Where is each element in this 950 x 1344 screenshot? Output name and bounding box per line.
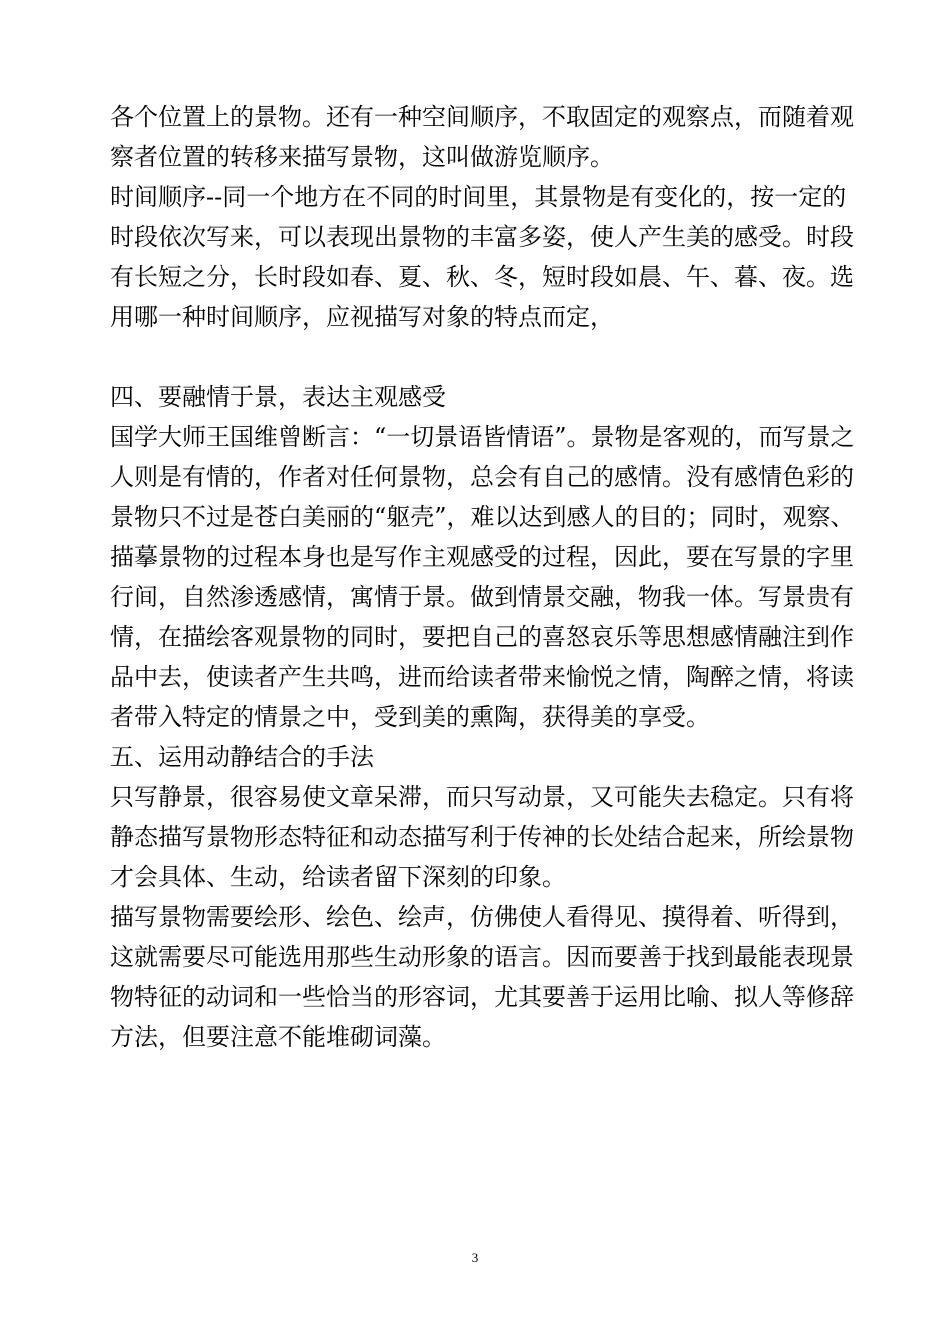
text-line: 品中去，使读者产生共鸣，进而给读者带来愉悦之情，陶醉之情，将读 bbox=[110, 663, 854, 691]
section-heading bbox=[110, 737, 842, 777]
text-line: 时间顺序--同一个地方在不同的时间里，其景物是有变化的，按一定的 bbox=[110, 183, 847, 211]
paragraph bbox=[110, 177, 854, 337]
text-line: 察者位置的转移来描写景物，这叫做游览顺序。 bbox=[110, 143, 614, 171]
paragraph bbox=[110, 897, 854, 1057]
document-page bbox=[110, 97, 855, 1057]
text-line: 这就需要尽可能选用那些生动形象的语言。因而要善于找到最能表现景 bbox=[110, 943, 854, 971]
paragraph bbox=[110, 777, 854, 897]
page-number: 3 bbox=[471, 1250, 479, 1265]
text-line: 静态描写景物形态特征和动态描写利于传神的长处结合起来，所绘景物 bbox=[110, 823, 854, 851]
text-line: 用哪一种时间顺序，应视描写对象的特点而定， bbox=[110, 303, 614, 331]
text-line: 者带入特定的情景之中，受到美的熏陶，获得美的享受。 bbox=[110, 703, 710, 731]
paragraph bbox=[110, 417, 855, 737]
text-line: 描摹景物的过程本身也是写作主观感受的过程，因此，要在写景的字里 bbox=[110, 543, 854, 571]
text-line: 行间，自然渗透感情，寓情于景。做到情景交融，物我一体。写景贵有 bbox=[110, 583, 854, 611]
text-line: 描写景物需要绘形、绘色、绘声，仿佛使人看得见、摸得着、听得到， bbox=[110, 903, 854, 931]
text-line: 五、运用动静结合的手法 bbox=[110, 743, 374, 771]
blank-line bbox=[110, 337, 842, 377]
section-heading bbox=[110, 377, 842, 417]
text-line: 国学大师王国维曾断言：“一切景语皆情语”。景物是客观的，而写景之 bbox=[110, 423, 855, 451]
text-line: 四、要融情于景，表达主观感受 bbox=[110, 383, 446, 411]
text-line: 景物只不过是苍白美丽的“躯壳”，难以达到感人的目的；同时，观察、 bbox=[110, 503, 855, 531]
text-line: 只写静景，很容易使文章呆滞，而只写动景，又可能失去稳定。只有将 bbox=[110, 783, 854, 811]
text-line: 有长短之分，长时段如春、夏、秋、冬，短时段如晨、午、暮、夜。选 bbox=[110, 263, 854, 291]
text-line: 方法，但要注意不能堆砌词藻。 bbox=[110, 1023, 446, 1051]
text-line: 人则是有情的，作者对任何景物，总会有自己的感情。没有感情色彩的 bbox=[110, 463, 854, 491]
text-line: 才会具体、生动，给读者留下深刻的印象。 bbox=[110, 863, 566, 891]
text-line: 各个位置上的景物。还有一种空间顺序，不取固定的观察点，而随着观 bbox=[110, 103, 854, 131]
text-line: 时段依次写来，可以表现出景物的丰富多姿，使人产生美的感受。时段 bbox=[110, 223, 854, 251]
paragraph bbox=[110, 97, 854, 177]
text-line: 物特征的动词和一些恰当的形容词，尤其要善于运用比喻、拟人等修辞 bbox=[110, 983, 854, 1011]
text-line: 情，在描绘客观景物的同时，要把自己的喜怒哀乐等思想感情融注到作 bbox=[110, 623, 854, 651]
